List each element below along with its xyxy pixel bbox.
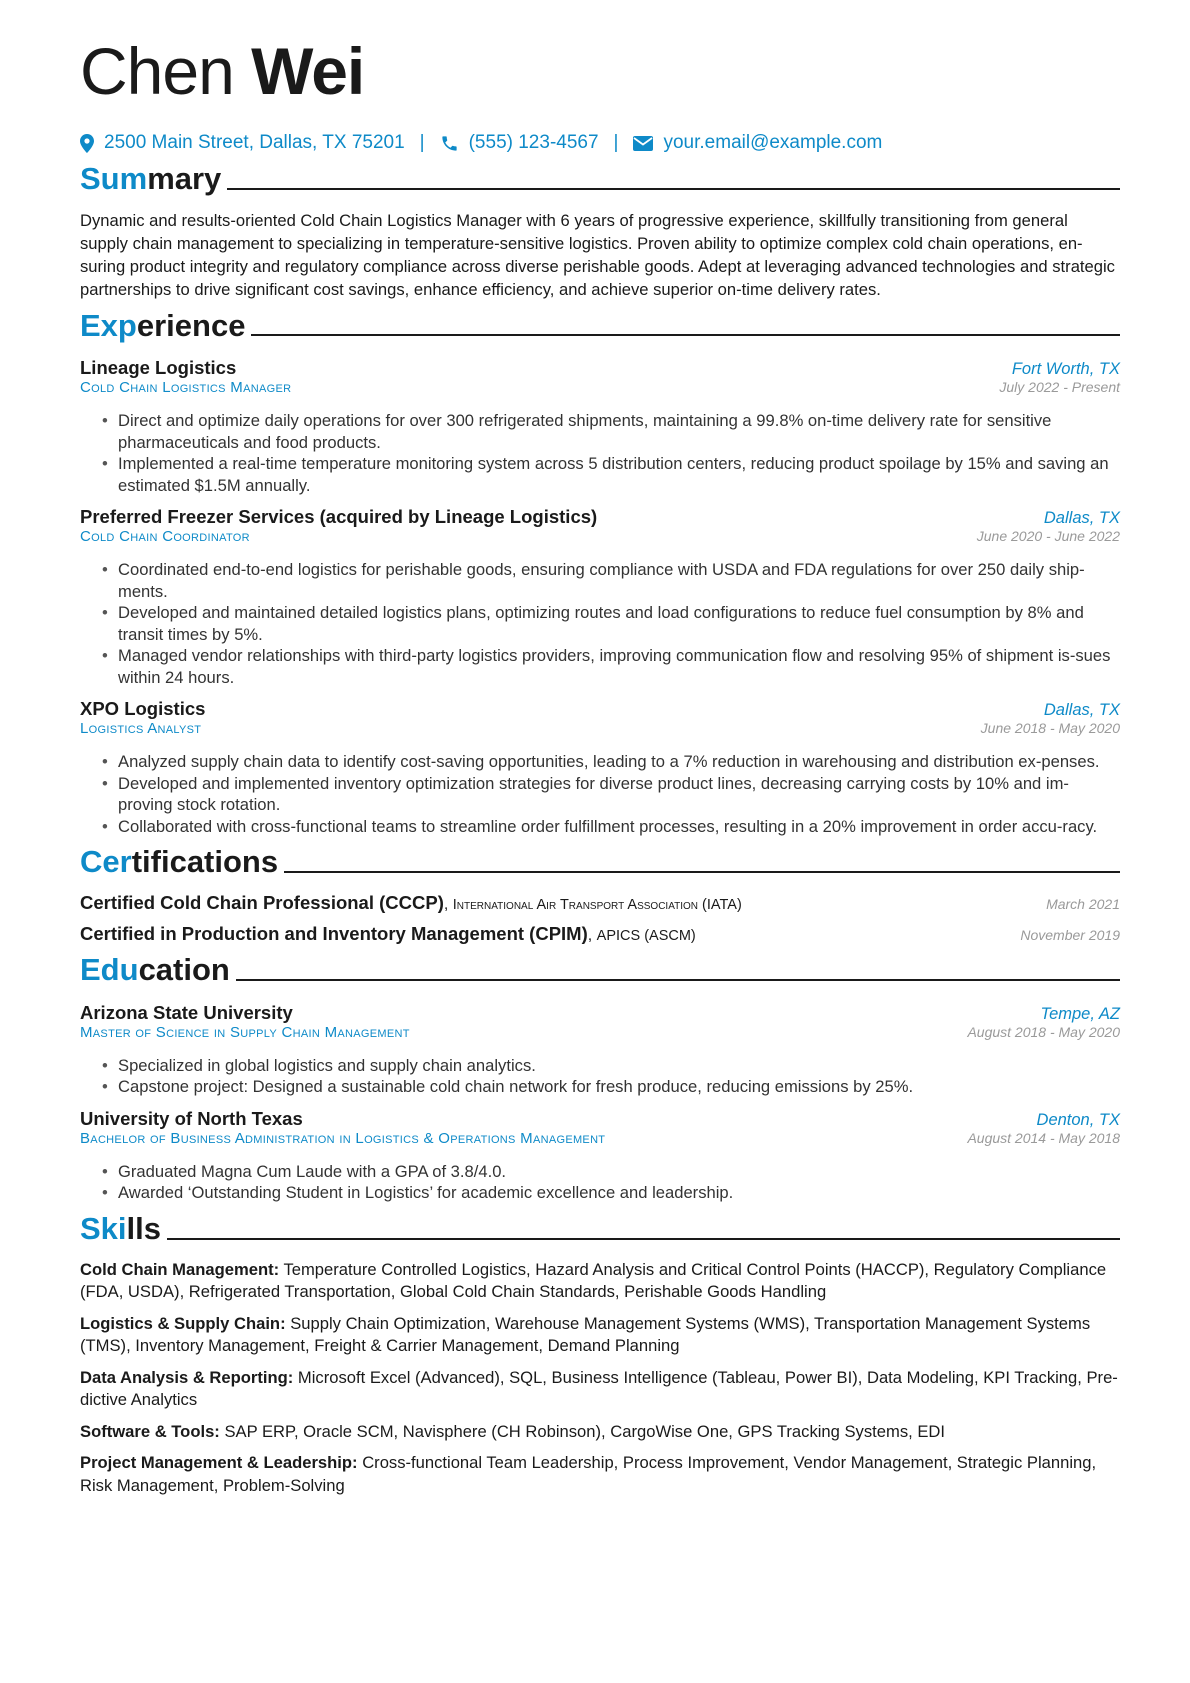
skill-group (80, 1367, 1120, 1412)
skill-group-label: Cold Chain Management: (80, 1259, 280, 1279)
contact-bar (80, 132, 1120, 154)
certification-entry: Certified in Production and Inventory Management (CPIM), APICS (ASCM) November 2019 (80, 923, 1120, 945)
bullet-list (80, 410, 1120, 496)
education-entry (80, 1108, 1120, 1204)
school-location: Tempe, AZ (1040, 1004, 1120, 1023)
certification-date: November 2019 (1020, 927, 1120, 944)
section-title-rest: lls (126, 1210, 161, 1246)
section-rule (236, 979, 1120, 981)
section-title-rest: mary (147, 161, 222, 196)
section-title-accent: Ski (80, 1210, 127, 1246)
section-rule (284, 871, 1120, 873)
certification-issuer: International Air Transport Association (IATA) (452, 897, 742, 914)
candidate-name (80, 34, 1120, 108)
bullet-item: • Analyzed supply chain data to identify cost-saving opportunities, leading to a 7% reduction in warehousing and distribution ex-penses. (118, 751, 1120, 773)
skill-group (80, 1452, 1120, 1497)
experience-list (80, 357, 1120, 837)
section-title-rest: tifications (131, 844, 279, 880)
bullet-item: • Developed and maintained detailed logistics plans, optimizing routes and load configurations to reduce fuel consumption by 8% and transit times by 5%. (118, 602, 1120, 645)
resume-page (80, 34, 1120, 1497)
degree-title: Bachelor of Business Administration in Logistics & Operations Management (80, 1129, 606, 1147)
bullet-list (80, 751, 1120, 837)
section-title-rest: erience (136, 307, 246, 343)
section-rule (227, 188, 1120, 190)
certifications-heading (80, 845, 1120, 880)
certification-date: March 2021 (1046, 896, 1120, 913)
skill-group (80, 1313, 1120, 1358)
school-name: Arizona State University (80, 1001, 293, 1023)
bullet-item: • Specialized in global logistics and supply chain analytics. (118, 1055, 1120, 1077)
skill-group-items: SAP ERP, Oracle SCM, Navisphere (CH Robinson), CargoWise One, GPS Tracking Systems, EDI (224, 1421, 945, 1441)
certification-name: Certified Cold Chain Professional (CCCP) (80, 892, 444, 914)
bullet-list (80, 1161, 1120, 1204)
bullet-item: • Awarded ‘Outstanding Student in Logistics’ for academic excellence and leadership. (118, 1182, 1120, 1204)
skills-list (80, 1259, 1120, 1498)
experience-entry (80, 698, 1120, 837)
skill-group-label: Data Analysis & Reporting: (80, 1367, 294, 1387)
job-dates: June 2018 - May 2020 (980, 720, 1120, 737)
skill-group-label: Software & Tools: (80, 1421, 220, 1441)
last-name: Wei (251, 34, 365, 108)
experience-entry (80, 357, 1120, 496)
bullet-item: • Implemented a real-time temperature monitoring system across 5 distribution centers, reducing product spoilage by 15% and saving an estimated $1.5M annually. (118, 453, 1120, 496)
skill-group (80, 1259, 1120, 1304)
phone-icon (440, 134, 459, 153)
bullet-item: • Managed vendor relationships with third-party logistics providers, improving communication flow and resolving 95% of shipment is-sues within 24 hours. (118, 645, 1120, 688)
bullet-item: • Developed and implemented inventory optimization strategies for diverse product lines, decreasing carrying costs by 10% and im-proving stock rotation. (118, 773, 1120, 816)
skill-group-items: Cross-functional Team Leadership, Process Improvement, Vendor Management, Strategic Planning, Risk Management, Problem-Solving (80, 1453, 1097, 1495)
education-list (80, 1002, 1120, 1204)
section-rule (251, 334, 1120, 336)
skill-group-items: Supply Chain Optimization, Warehouse Management Systems (WMS), Transportation Management Systems (TMS), Inventory Management, Freight & Carrier Management, Demand Planning (80, 1313, 1091, 1356)
contact-address (80, 132, 405, 154)
employer-name: Preferred Freezer Services (acquired by Lineage Logistics) (80, 506, 598, 528)
job-location: Fort Worth, TX (1011, 360, 1120, 379)
section-title-accent: Edu (80, 952, 139, 988)
job-title: Cold Chain Logistics Manager (80, 379, 292, 397)
summary-heading (80, 162, 1120, 197)
contact-separator: | (613, 132, 619, 153)
envelope-icon (633, 136, 653, 151)
contact-separator: | (419, 132, 425, 153)
education-entry (80, 1002, 1120, 1098)
job-dates: June 2020 - June 2022 (976, 528, 1120, 545)
skill-group-items: Microsoft Excel (Advanced), SQL, Business Intelligence (Tableau, Power BI), Data Modeling, KPI Tracking, Pre-dictive Analytics (80, 1367, 1118, 1410)
school-dates: August 2014 - May 2018 (967, 1129, 1120, 1146)
skill-group-label: Project Management & Leadership: (80, 1453, 358, 1473)
job-location: Dallas, TX (1043, 701, 1120, 720)
bullet-item: • Coordinated end-to-end logistics for perishable goods, ensuring compliance with USDA and FDA regulations for over 250 daily ship-ments. (118, 559, 1120, 602)
first-name: Chen (80, 34, 234, 108)
location-pin-icon (80, 134, 94, 153)
experience-entry (80, 506, 1120, 688)
skill-group (80, 1421, 1120, 1444)
phone-text: (555) 123-4567 (468, 132, 599, 153)
job-title: Logistics Analyst (80, 720, 202, 738)
section-title (80, 1212, 161, 1247)
certification-list (80, 892, 1120, 945)
section-rule (167, 1238, 1120, 1240)
section-title-accent: Exp (80, 307, 137, 343)
degree-title: Master of Science in Supply Chain Management (80, 1023, 410, 1041)
school-name: University of North Texas (80, 1107, 303, 1129)
employer-name: Lineage Logistics (80, 357, 237, 379)
school-dates: August 2018 - May 2020 (967, 1023, 1120, 1040)
certification-name: Certified in Production and Inventory Management (CPIM) (80, 923, 588, 945)
contact-email[interactable] (633, 132, 882, 154)
bullet-item: • Direct and optimize daily operations for over 300 refrigerated shipments, maintaining a 99.8% on-time delivery rate for sensitive pharmaceuticals and food products. (118, 410, 1120, 453)
section-title (80, 845, 278, 880)
email-link[interactable]: your.email@example.com (663, 132, 883, 153)
experience-heading (80, 309, 1120, 344)
section-title (80, 162, 221, 197)
bullet-item: • Graduated Magna Cum Laude with a GPA of 3.8/4.0. (118, 1161, 1120, 1183)
job-location: Dallas, TX (1043, 509, 1120, 528)
job-dates: July 2022 - Present (999, 379, 1120, 396)
bullet-item: • Collaborated with cross-functional teams to streamline order fulfillment processes, resulting in a 20% improvement in order accu-racy. (118, 816, 1120, 838)
skills-heading (80, 1212, 1120, 1247)
education-heading (80, 953, 1120, 988)
summary-text: Dynamic and results-oriented Cold Chain Logistics Manager with 6 years of progressive experience, skillfully transitioning from general supply chain management to specializing in temperature-sensitive logistics. Proven ability to optimize complex cold chain operations, en-suring product integrity and regulatory compliance across diverse perishable goods. Adept at leveraging advanced technologies and strategic partnerships to drive significant cost savings, enhance efficiency, and achieve superior on-time delivery rates. (80, 210, 1115, 299)
section-title-accent: Sum (80, 161, 148, 196)
school-location: Denton, TX (1036, 1110, 1120, 1129)
section-title (80, 309, 245, 344)
section-title (80, 953, 230, 988)
certification-entry: Certified Cold Chain Professional (CCCP), International Air Transport Association (IATA) March 2021 (80, 892, 1120, 914)
bullet-item: • Capstone project: Designed a sustainable cold chain network for fresh produce, reducing emissions by 25%. (118, 1076, 1120, 1098)
section-title-accent: Cer (80, 844, 132, 880)
address-text: 2500 Main Street, Dallas, TX 75201 (104, 132, 405, 153)
bullet-list (80, 559, 1120, 688)
employer-name: XPO Logistics (80, 698, 206, 720)
certification-issuer: APICS (ASCM) (596, 928, 696, 945)
skill-group-label: Logistics & Supply Chain: (80, 1313, 286, 1333)
contact-phone[interactable] (440, 132, 599, 154)
section-title-rest: cation (138, 952, 230, 988)
job-title: Cold Chain Coordinator (80, 528, 250, 546)
bullet-list (80, 1055, 1120, 1098)
skill-group-items: Temperature Controlled Logistics, Hazard Analysis and Critical Control Points (HACCP), Regulatory Compliance (FDA, USDA), Refrigerated Transportation, Global Cold Chain Standards, Perishable Goods Handling (80, 1259, 1107, 1302)
